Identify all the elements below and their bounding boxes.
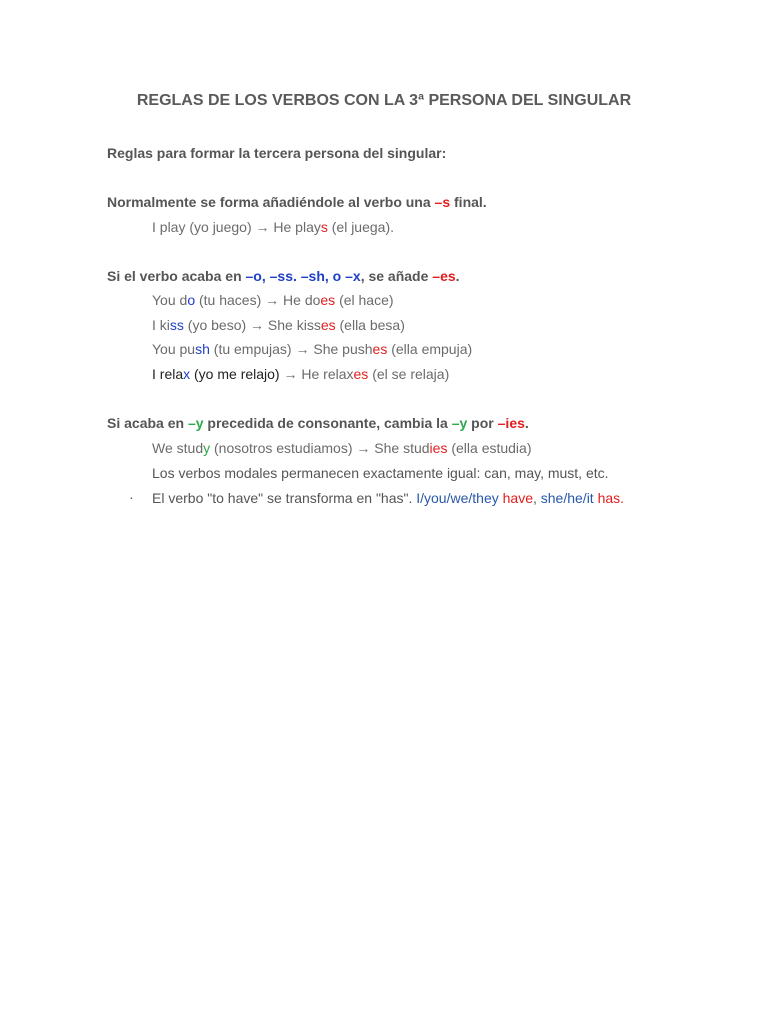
intro-heading: Reglas para formar la tercera persona del singular: <box>107 145 447 161</box>
note-text: El verbo "to have" se transforma en "has". <box>152 490 417 506</box>
example-text: You d <box>152 292 188 308</box>
separator: , <box>532 490 541 506</box>
rule2-endings: –o, –ss. –sh, o –x <box>245 268 361 284</box>
example-text: I rela <box>152 366 184 382</box>
example-suffix: es <box>320 317 336 333</box>
page-title: REGLAS DE LOS VERBOS CON LA 3ª PERSONA DEL SINGULAR <box>136 92 632 109</box>
rule2-heading-mid: , se añade <box>360 268 433 284</box>
example-suffix: es <box>320 292 336 308</box>
example-text-end: (el juega). <box>327 219 395 235</box>
rule3-heading <box>107 414 529 432</box>
example-text: I ki <box>152 317 170 333</box>
rule3-to-have-note <box>152 489 624 507</box>
rule3-heading-mid-2: por <box>467 415 498 431</box>
rule3-ending-2: –y <box>451 415 468 431</box>
example-ending: x <box>183 366 191 382</box>
example-text-mid: (tu empujas) → She push <box>209 341 373 357</box>
rule2-example-relax <box>152 365 449 383</box>
example-suffix: es <box>353 366 369 382</box>
pronouns-plural: I/you/we/they <box>416 490 499 506</box>
rule1-suffix: –s <box>434 194 451 210</box>
rule3-ending: –y <box>187 415 204 431</box>
rule3-modal-verbs-note: Los verbos modales permanecen exactamente igual: can, may, must, etc. <box>152 465 609 481</box>
rule3-heading-end: . <box>524 415 529 431</box>
example-text-end: (ella estudia) <box>447 440 532 456</box>
example-text-end: (ella empuja) <box>387 341 473 357</box>
rule2-example-kiss <box>152 316 405 334</box>
rule2-example-do <box>152 291 394 309</box>
example-text: You pu <box>152 341 196 357</box>
rule2-heading-end: . <box>455 268 460 284</box>
rule2-example-push <box>152 340 472 358</box>
rule3-example-study <box>152 439 532 457</box>
example-suffix: ies <box>429 440 448 456</box>
example-text: I play (yo juego) → He play <box>152 219 321 235</box>
example-text-mid: (nosotros estudiamos) → She stud <box>210 440 430 456</box>
rule1-heading-text: Normalmente se forma añadiéndole al verbo una <box>107 194 435 210</box>
rule3-heading-mid: precedida de consonante, cambia la <box>203 415 452 431</box>
example-text: We stud <box>152 440 204 456</box>
verb-has: has <box>593 490 621 506</box>
rule1-heading-end: final. <box>450 194 487 210</box>
example-ending: sh <box>195 341 210 357</box>
rule1-example-play <box>152 218 394 236</box>
example-text-end: (el hace) <box>335 292 394 308</box>
note-end: . <box>620 490 625 506</box>
rule2-suffix: –es <box>432 268 456 284</box>
rule3-heading-text: Si acaba en <box>107 415 188 431</box>
rule2-heading-text: Si el verbo acaba en <box>107 268 246 284</box>
rule3-suffix: –ies <box>497 415 525 431</box>
example-ending: y <box>203 440 211 456</box>
bullet-marker: · <box>129 489 134 505</box>
example-text-mid: (tu haces) → He do <box>195 292 321 308</box>
example-text-mid: → He relax <box>279 366 354 382</box>
verb-have: have <box>498 490 533 506</box>
example-text-mid: (yo beso) → She kiss <box>183 317 321 333</box>
example-ending: ss <box>169 317 184 333</box>
rule1-heading <box>107 193 487 211</box>
example-text-end: (el se relaja) <box>368 366 450 382</box>
example-suffix: es <box>372 341 388 357</box>
pronouns-singular: she/he/it <box>540 490 594 506</box>
example-suffix: s <box>320 219 328 235</box>
example-ending: o <box>187 292 196 308</box>
example-translation: (yo me relajo) <box>190 366 280 382</box>
example-text-end: (ella besa) <box>335 317 405 333</box>
rule2-heading <box>107 267 460 285</box>
